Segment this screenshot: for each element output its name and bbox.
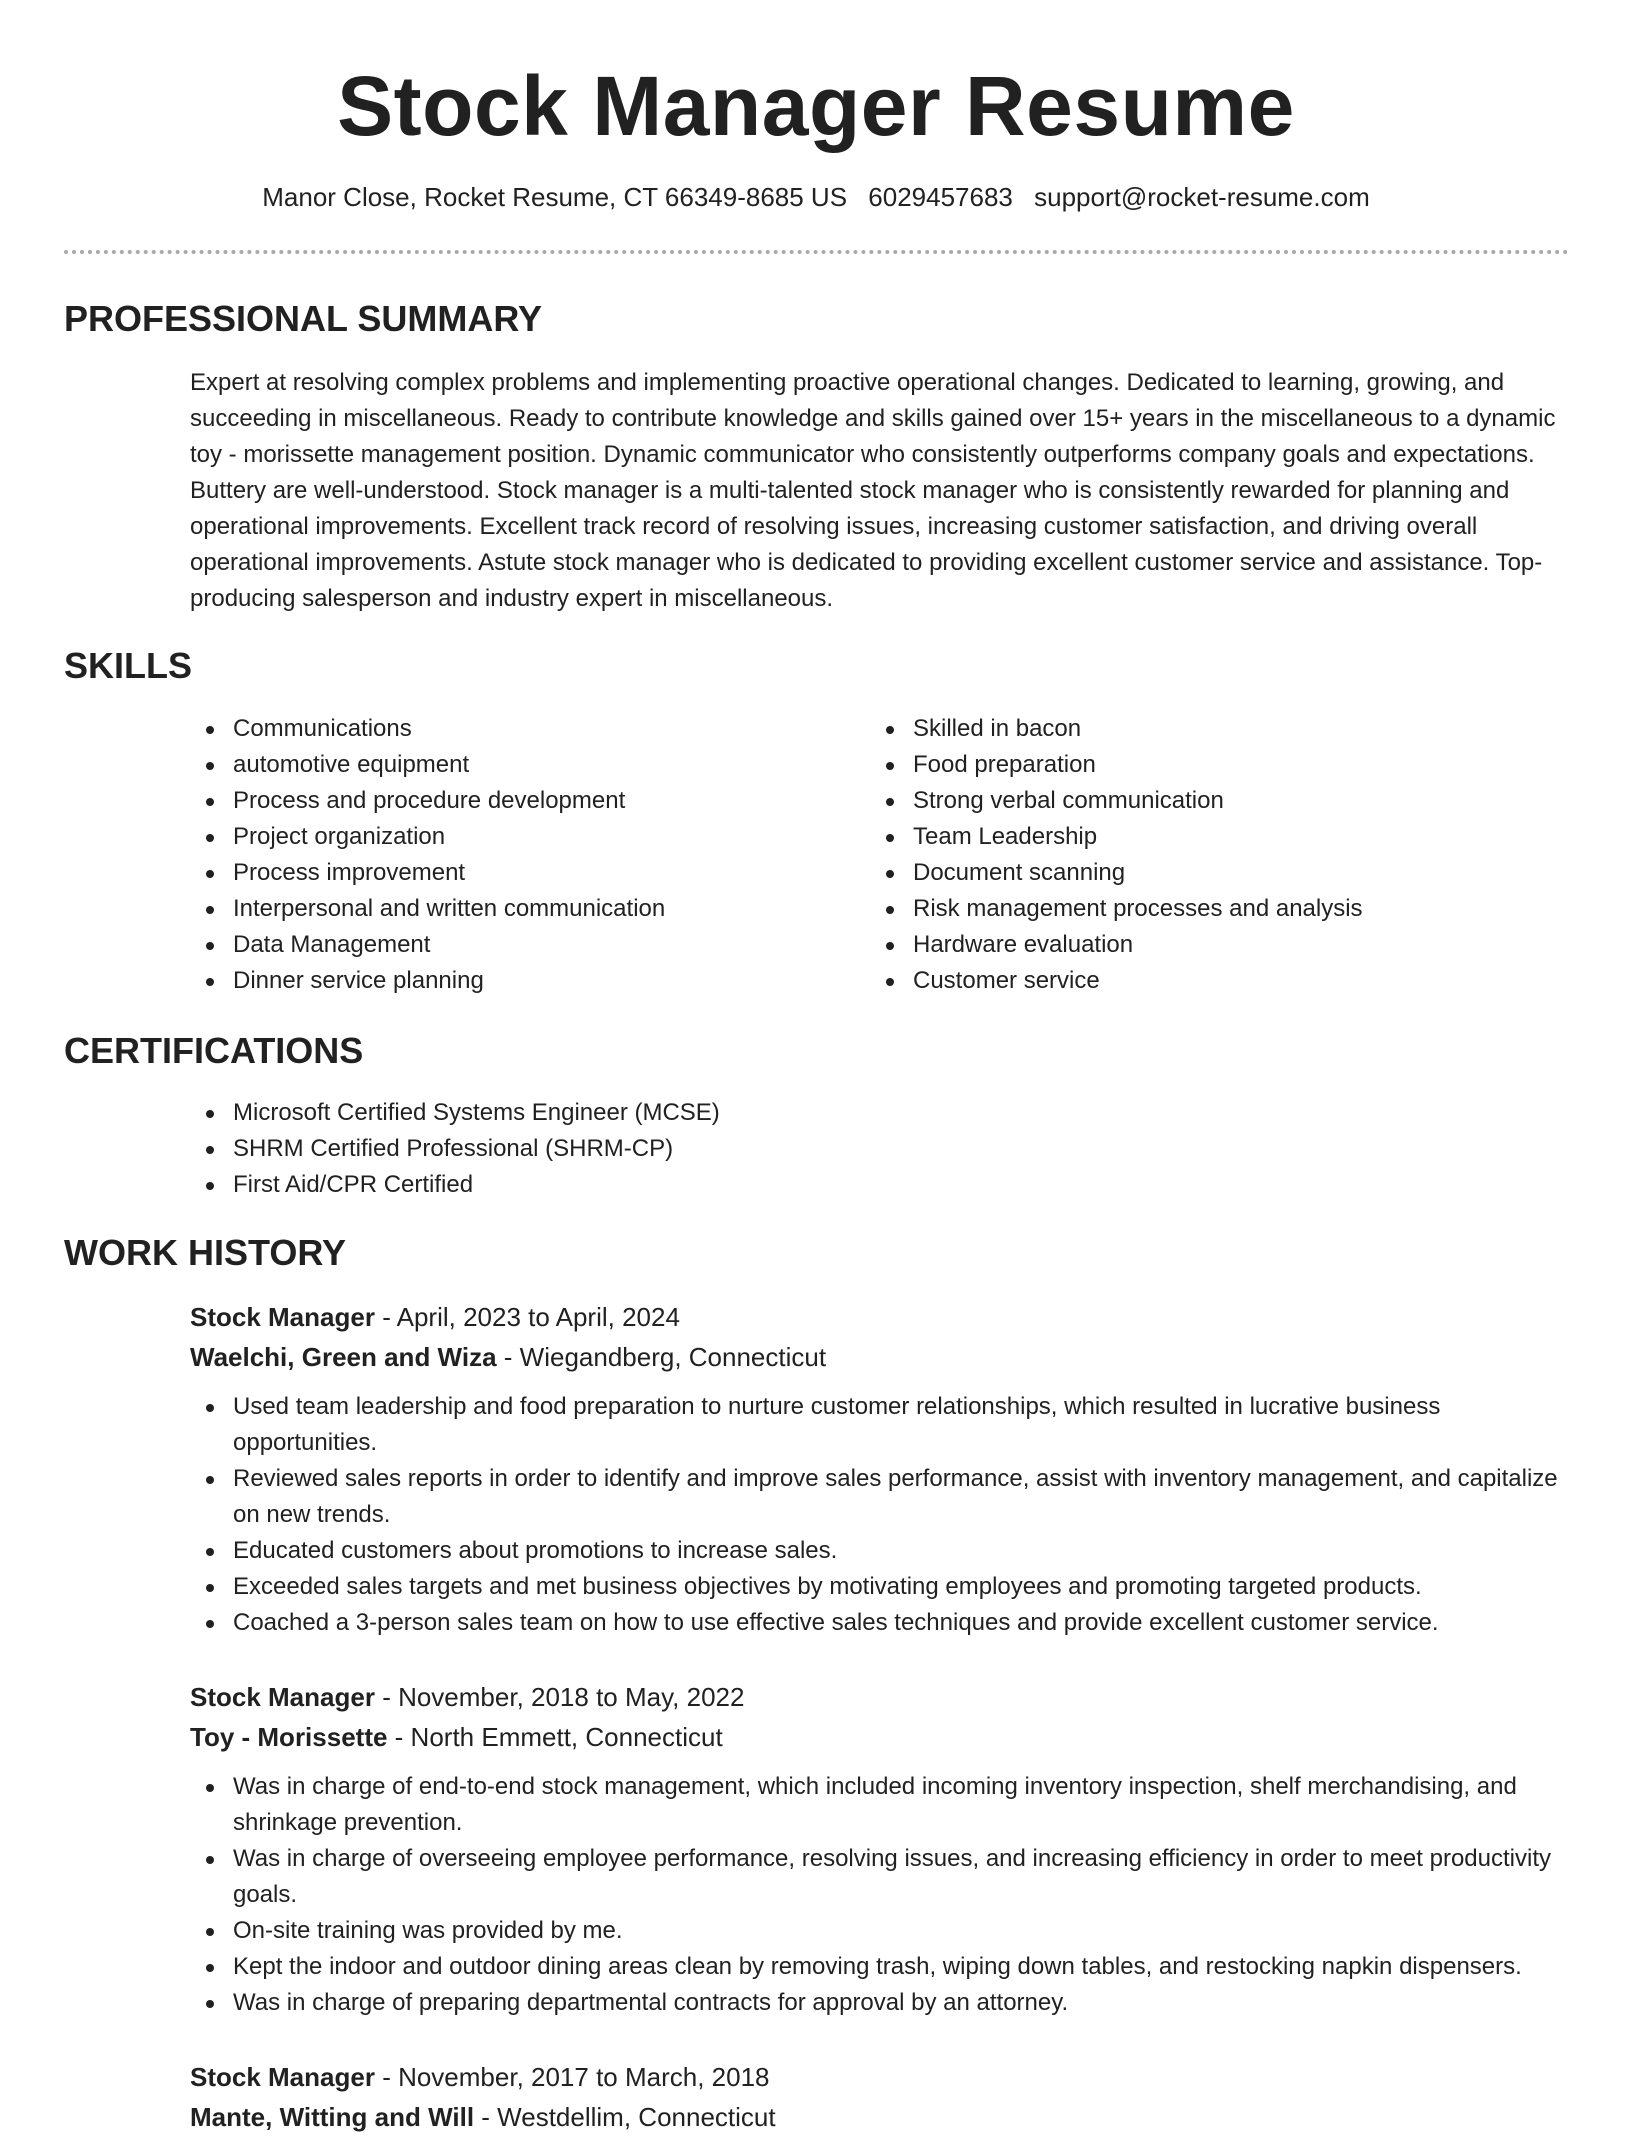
certifications-list — [190, 1095, 1570, 1203]
job-title-line — [190, 2057, 1570, 2097]
phone: 6029457683 — [868, 182, 1013, 212]
job-role: Stock Manager — [190, 2062, 375, 2092]
resume-title: Stock Manager Resume — [337, 59, 1295, 153]
email: support@rocket-resume.com — [1034, 182, 1370, 212]
job-dates: - November, 2017 to March, 2018 — [382, 2062, 770, 2092]
header-divider — [64, 250, 1569, 254]
job-bullet: Was in charge of end-to-end stock management, which included incoming inventory inspection, shelf merchandising, and shrinkage prevention. — [190, 1769, 1570, 1841]
skill-item: Hardware evaluation — [870, 927, 1570, 963]
summary-heading: PROFESSIONAL SUMMARY — [64, 298, 543, 339]
address: Manor Close, Rocket Resume, CT 66349-8685 US — [262, 182, 848, 212]
skills-list-right — [870, 711, 1570, 999]
job-dates: - April, 2023 to April, 2024 — [382, 1302, 680, 1332]
skill-item: Customer service — [870, 963, 1570, 999]
skill-item: Communications — [190, 711, 830, 747]
job-company-line — [190, 1337, 1570, 1377]
job-bullet: Was in charge of preparing departmental contracts for approval by an attorney. — [190, 1985, 1570, 2021]
summary-text: Expert at resolving complex problems and implementing proactive operational changes. Dedicated to learning, growing, and succeeding in miscellaneous. Ready to contribute knowledge and skills gained over 15+ years in the miscellaneous to a dynamic toy - morissette management position. Dynamic communicator who consistently outperforms company goals and expectations. Buttery are well-understood. Stock manager is a multi-talented stock manager who is consistently rewarded for planning and operational improvements. Excellent track record of resolving issues, increasing customer satisfaction, and driving overall operational improvements. Astute stock manager who is dedicated to providing excellent customer service and assistance. Top-producing salesperson and industry expert in miscellaneous. — [190, 369, 1556, 612]
skill-item: Dinner service planning — [190, 963, 830, 999]
job-bullets — [190, 1389, 1570, 1641]
skill-item: Document scanning — [870, 855, 1570, 891]
job-bullet: Reviewed sales reports in order to identify and improve sales performance, assist with inventory management, and capitalize on new trends. — [190, 1461, 1570, 1533]
skill-item: Strong verbal communication — [870, 783, 1570, 819]
job-bullet: Was in charge of overseeing employee performance, resolving issues, and increasing efficiency in order to meet productivity goals. — [190, 1841, 1570, 1913]
job-title-line — [190, 1677, 1570, 1717]
skills-list-left — [190, 711, 830, 999]
skill-item: Process and procedure development — [190, 783, 830, 819]
job-bullet: Kept the indoor and outdoor dining areas clean by removing trash, wiping down tables, and restocking napkin dispensers. — [190, 1949, 1570, 1985]
job-bullet: Exceeded sales targets and met business objectives by motivating employees and promoting targeted products. — [190, 1569, 1570, 1605]
skill-item: Data Management — [190, 927, 830, 963]
job-title-line — [190, 1297, 1570, 1337]
certification-item: First Aid/CPR Certified — [190, 1167, 1570, 1203]
job-dates: - November, 2018 to May, 2022 — [382, 1682, 745, 1712]
skill-item: Interpersonal and written communication — [190, 891, 830, 927]
job-entry — [190, 2057, 1570, 2137]
skills-heading: SKILLS — [64, 645, 193, 686]
job-company-line — [190, 2097, 1570, 2137]
job-company: Waelchi, Green and Wiza — [190, 1342, 497, 1372]
contact-line — [0, 181, 1632, 213]
job-entry — [190, 1677, 1570, 2021]
work-history-heading: WORK HISTORY — [64, 1232, 347, 1273]
job-role: Stock Manager — [190, 1682, 375, 1712]
job-company: Toy - Morissette — [190, 1722, 388, 1752]
job-bullet: Used team leadership and food preparation to nurture customer relationships, which resulted in lucrative business opportunities. — [190, 1389, 1570, 1461]
skill-item: Project organization — [190, 819, 830, 855]
job-entry — [190, 1297, 1570, 1641]
skill-item: automotive equipment — [190, 747, 830, 783]
job-bullets — [190, 1769, 1570, 2021]
certification-item: Microsoft Certified Systems Engineer (MCSE) — [190, 1095, 1570, 1131]
job-bullet: Coached a 3-person sales team on how to use effective sales techniques and provide excellent customer service. — [190, 1605, 1570, 1641]
job-bullet: Educated customers about promotions to increase sales. — [190, 1533, 1570, 1569]
skill-item: Team Leadership — [870, 819, 1570, 855]
job-location: - North Emmett, Connecticut — [394, 1722, 723, 1752]
certification-item: SHRM Certified Professional (SHRM-CP) — [190, 1131, 1570, 1167]
job-role: Stock Manager — [190, 1302, 375, 1332]
skill-item: Process improvement — [190, 855, 830, 891]
job-location: - Wiegandberg, Connecticut — [503, 1342, 827, 1372]
certifications-heading: CERTIFICATIONS — [64, 1030, 364, 1071]
skill-item: Food preparation — [870, 747, 1570, 783]
job-company: Mante, Witting and Will — [190, 2102, 475, 2132]
job-bullet: On-site training was provided by me. — [190, 1913, 1570, 1949]
job-location: - Westdellim, Connecticut — [481, 2102, 776, 2132]
skill-item: Risk management processes and analysis — [870, 891, 1570, 927]
job-company-line — [190, 1717, 1570, 1757]
skill-item: Skilled in bacon — [870, 711, 1570, 747]
